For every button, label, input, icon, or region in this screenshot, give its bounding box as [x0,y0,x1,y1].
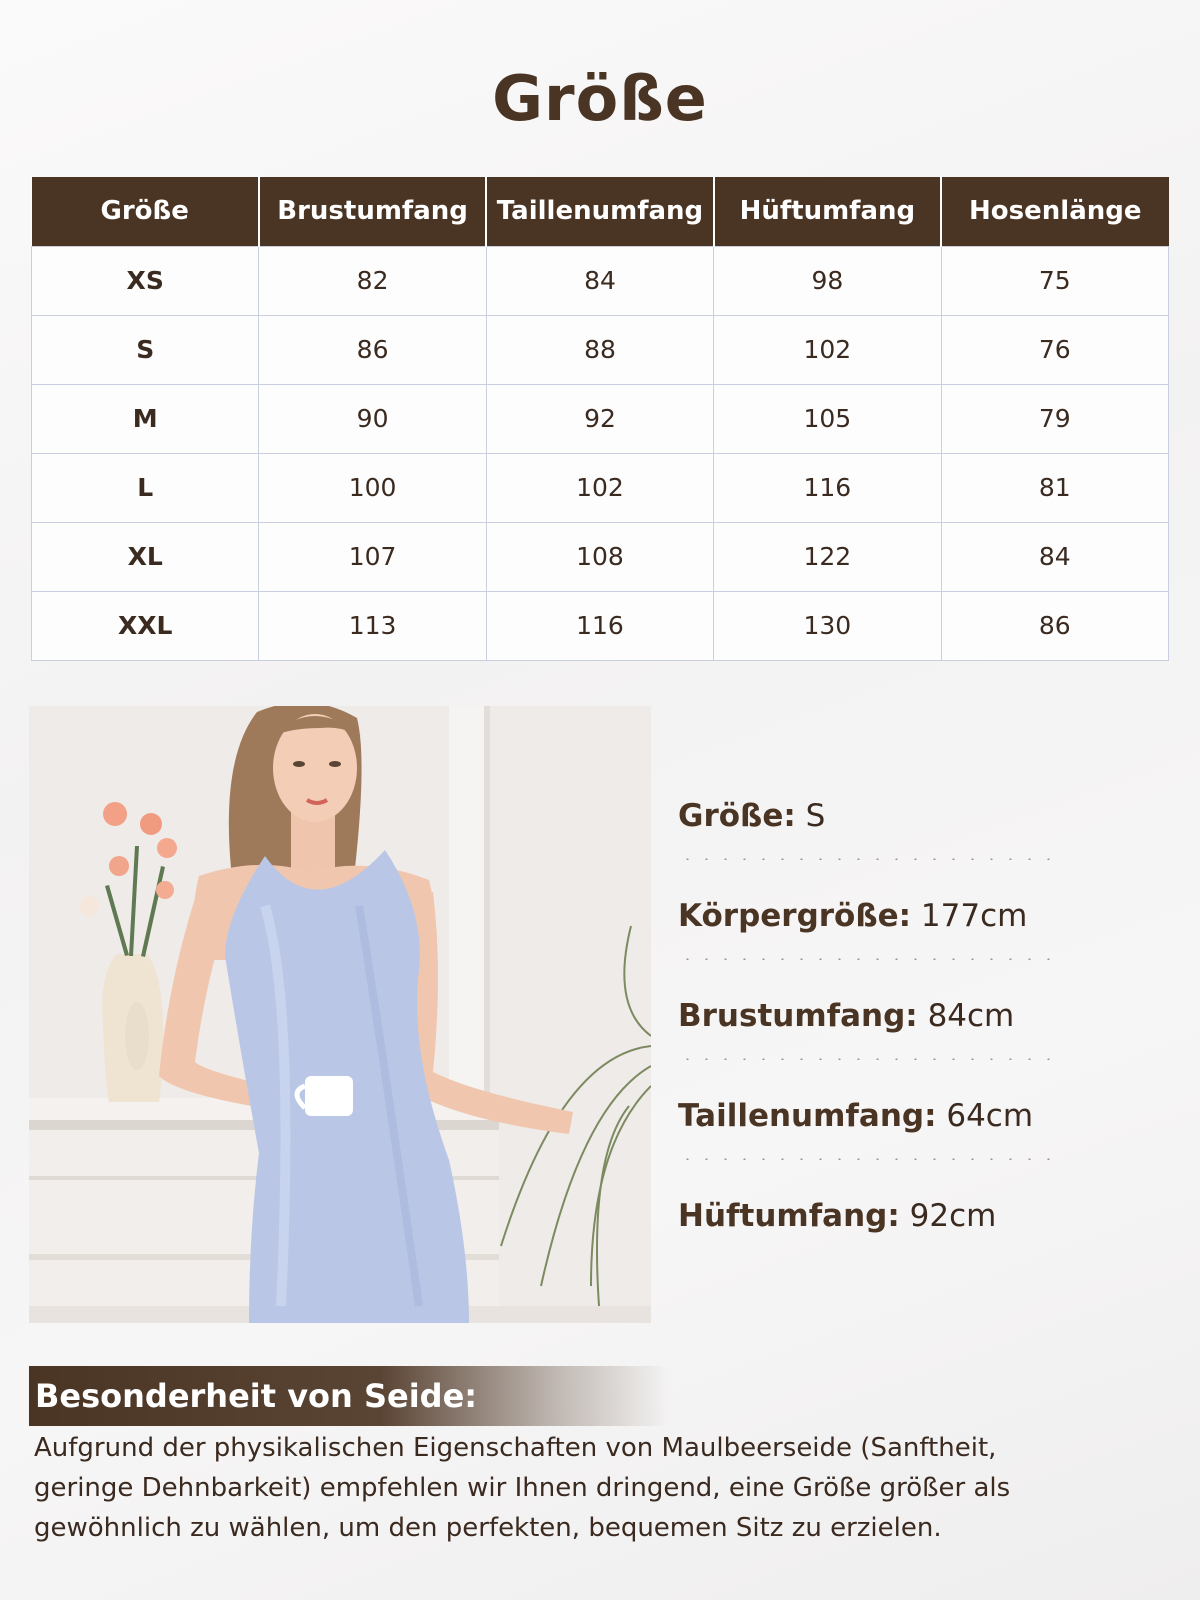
table-row [32,246,1169,315]
measure-hip [678,1192,1058,1292]
table-cell: 84 [941,522,1168,591]
table-header-row [32,177,1169,246]
measure-label: Größe: [678,798,796,834]
page-title: Größe [492,62,708,135]
table-cell: 75 [941,246,1168,315]
measure-size [678,792,1058,892]
table-cell: 76 [941,315,1168,384]
table-cell: 100 [259,453,486,522]
table-cell: 122 [714,522,941,591]
header-waist: Taillenumfang [486,177,713,246]
table-cell: 86 [941,591,1168,660]
measure-label: Brustumfang: [678,998,918,1034]
measure-value: 177cm [920,898,1028,934]
table-cell: 113 [259,591,486,660]
table-cell: 116 [714,453,941,522]
size-cell: XXL [32,591,259,660]
table-row [32,591,1169,660]
table-cell: 105 [714,384,941,453]
measure-height [678,892,1058,992]
header-chest: Brustumfang [259,177,486,246]
measure-value: S [805,798,826,834]
dotted-divider [678,1158,1058,1160]
size-chart-table [31,177,1169,661]
model-photo [29,706,651,1323]
table-cell: 130 [714,591,941,660]
model-illustration [29,706,651,1323]
size-cell: XL [32,522,259,591]
table-cell: 102 [486,453,713,522]
table-row [32,453,1169,522]
dotted-divider [678,858,1058,860]
table-cell: 107 [259,522,486,591]
table-cell: 98 [714,246,941,315]
table-cell: 84 [486,246,713,315]
header-size: Größe [32,177,259,246]
table-cell: 102 [714,315,941,384]
table-cell: 108 [486,522,713,591]
measure-label: Körpergröße: [678,898,912,934]
measure-value: 92cm [909,1198,997,1234]
measure-value: 64cm [946,1098,1034,1134]
dotted-divider [678,958,1058,960]
measure-waist [678,1092,1058,1192]
table-cell: 79 [941,384,1168,453]
table-cell: 90 [259,384,486,453]
header-length: Hosenlänge [941,177,1168,246]
measure-chest [678,992,1058,1092]
note-line: gewöhnlich zu wählen, um den perfekten, bequemen Sitz zu erzielen. [34,1513,942,1543]
table-cell: 116 [486,591,713,660]
silk-note-body [34,1428,1154,1548]
table-cell: 92 [486,384,713,453]
table-cell: 86 [259,315,486,384]
table-row [32,384,1169,453]
size-cell: S [32,315,259,384]
size-cell: M [32,384,259,453]
note-line: Aufgrund der physikalischen Eigenschaften von Maulbeerseide (Sanftheit, [34,1433,997,1463]
table-cell: 81 [941,453,1168,522]
model-measurements [678,792,1058,1292]
measure-label: Hüftumfang: [678,1198,900,1234]
silk-note-heading: Besonderheit von Seide: [29,1366,669,1426]
measure-value: 84cm [927,998,1015,1034]
table-cell: 82 [259,246,486,315]
measure-label: Taillenumfang: [678,1098,937,1134]
size-cell: L [32,453,259,522]
table-row [32,522,1169,591]
dotted-divider [678,1058,1058,1060]
note-line: geringe Dehnbarkeit) empfehlen wir Ihnen dringend, eine Größe größer als [34,1473,1011,1503]
size-cell: XS [32,246,259,315]
header-hip: Hüftumfang [714,177,941,246]
table-cell: 88 [486,315,713,384]
table-row [32,315,1169,384]
